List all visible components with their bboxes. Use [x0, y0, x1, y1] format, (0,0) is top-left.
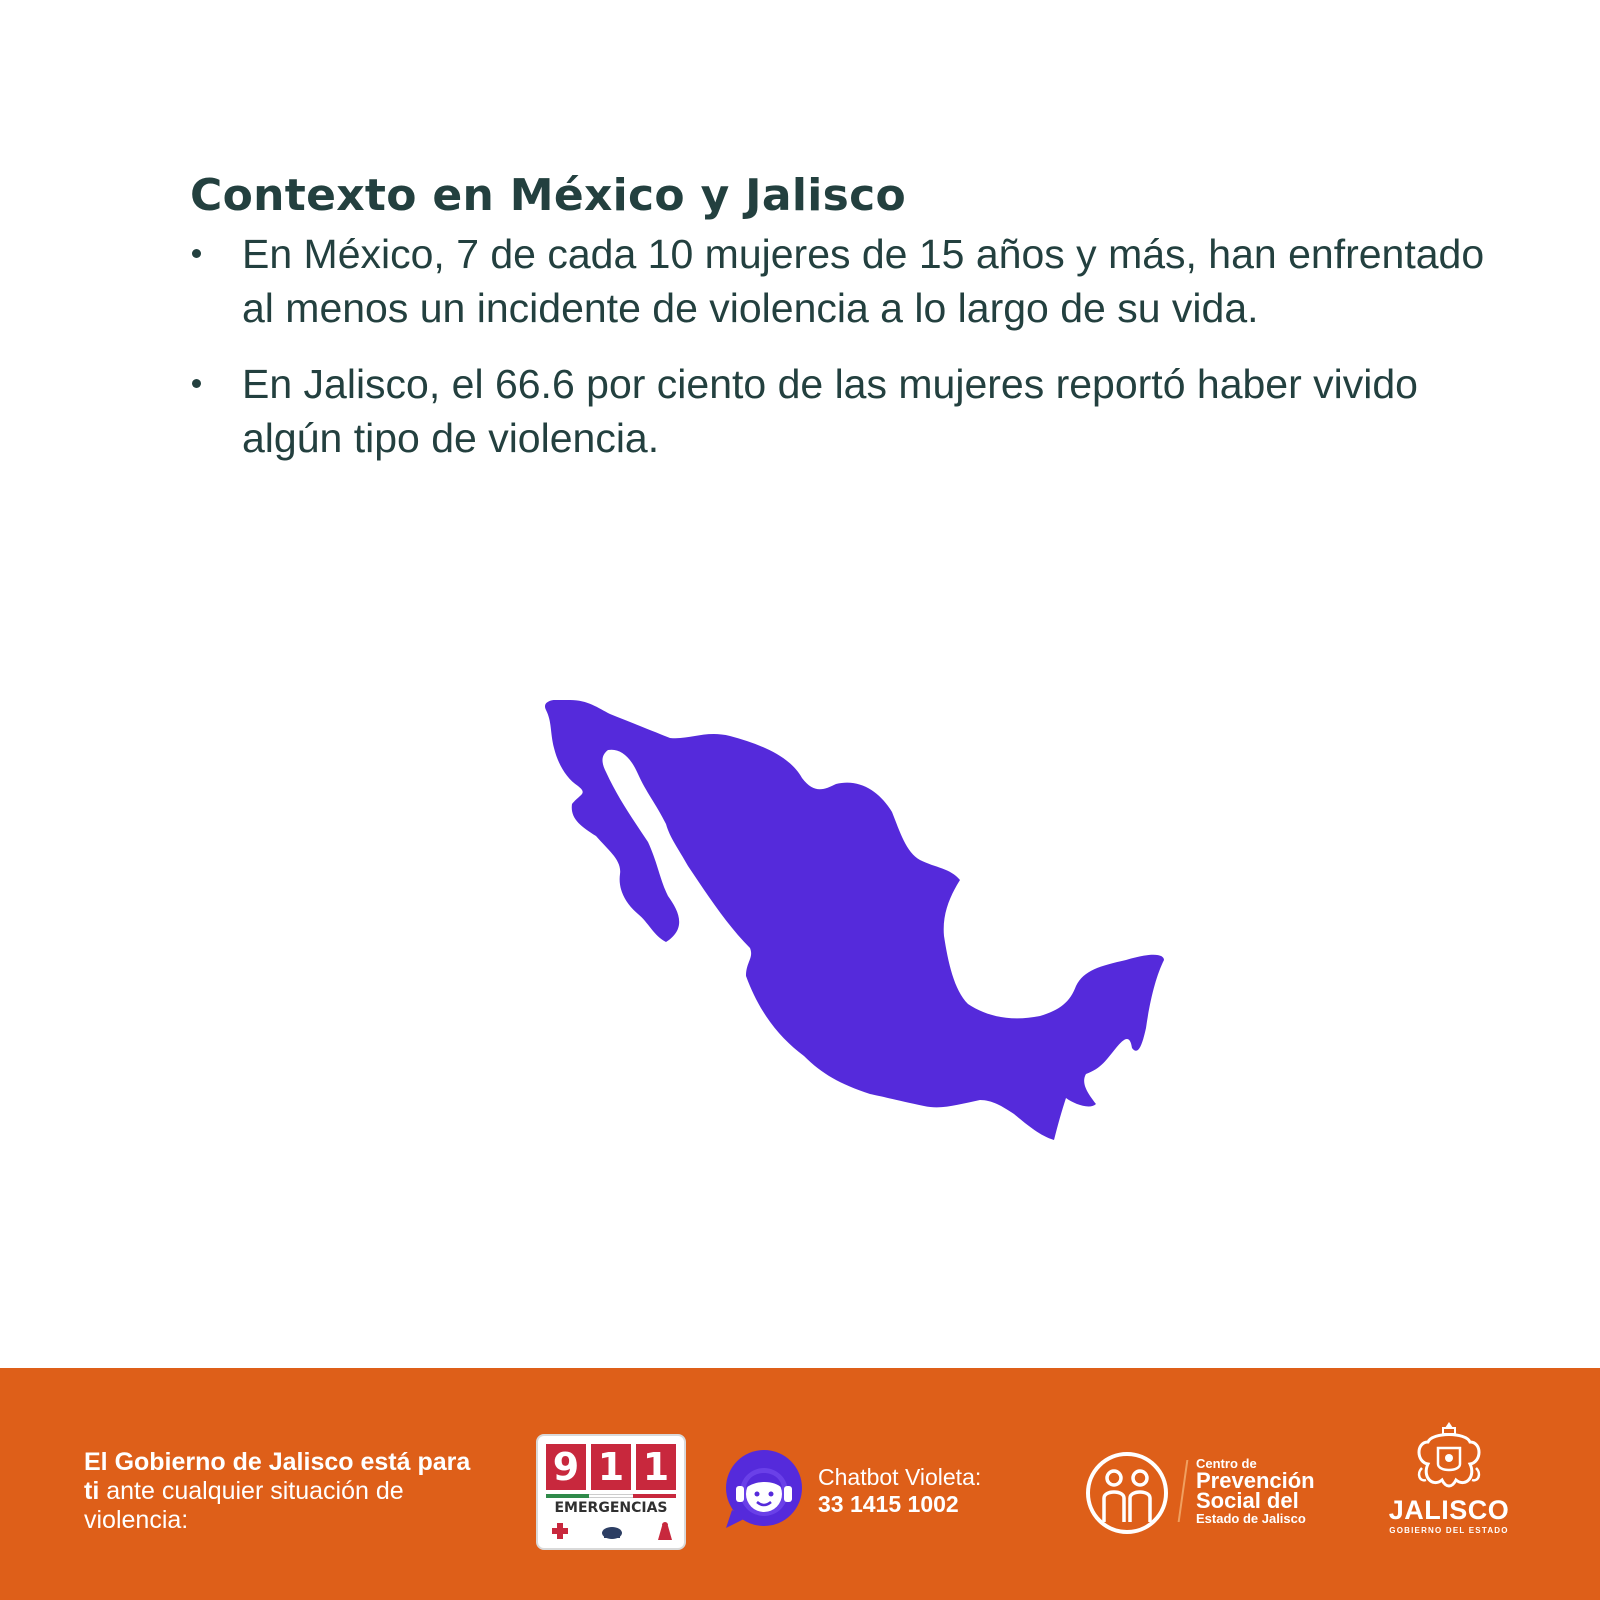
- list-item: [190, 357, 1510, 465]
- emergency-911-icon: [536, 1434, 686, 1550]
- jalisco-government-logo: [1384, 1418, 1514, 1548]
- chatbot-phone: 33 1415 1002: [818, 1491, 959, 1517]
- emergency-services-icons: [546, 1520, 676, 1544]
- mexico-map-icon: [540, 700, 1180, 1150]
- emergency-label: EMERGENCIAS: [554, 1500, 668, 1516]
- chatbot-info: [818, 1464, 981, 1518]
- footer-bar: [0, 1368, 1600, 1600]
- prevention-center-name: [1196, 1456, 1315, 1526]
- footer-message-bold: El Gobierno de Jalisco está para ti: [84, 1448, 471, 1505]
- fact-mexico-text: En México, 7 de cada 10 mujeres de 15 años y más, han enfrentado al menos un incidente de violencia a lo largo de su vida.: [242, 231, 1485, 331]
- logo-divider: [1178, 1460, 1189, 1522]
- bullet-dot: [192, 249, 201, 258]
- main-content: [190, 170, 1510, 487]
- prevention-line-1: Centro de: [1196, 1456, 1257, 1471]
- jalisco-name: JALISCO: [1388, 1495, 1510, 1525]
- chatbot-woman-icon: [722, 1448, 806, 1532]
- emergency-digit: 1: [591, 1444, 631, 1490]
- emergency-digits: [546, 1444, 676, 1490]
- page-title: Contexto en México y Jalisco: [190, 170, 907, 221]
- bullet-dot: [192, 379, 201, 388]
- facts-list: [190, 227, 1510, 465]
- list-item: [190, 227, 1510, 335]
- fact-jalisco-text: En Jalisco, el 66.6 por ciento de las mujeres reportó haber vivido algún tipo de violencia.: [242, 361, 1418, 461]
- jalisco-subtitle: GOBIERNO DEL ESTADO: [1389, 1526, 1509, 1535]
- footer-message: [84, 1448, 484, 1535]
- footer-message-rest: ante cualquier situación de violencia:: [84, 1477, 404, 1534]
- emergency-digit: 1: [636, 1444, 676, 1490]
- prevention-line-2: Prevención: [1196, 1468, 1315, 1493]
- chatbot-label: Chatbot Violeta:: [818, 1464, 982, 1490]
- emergency-digit: 9: [546, 1444, 586, 1490]
- jalisco-coat-of-arms-icon: [1412, 1418, 1486, 1496]
- flag-stripe: [546, 1494, 676, 1498]
- prevention-line-4: Estado de Jalisco: [1196, 1511, 1306, 1526]
- people-circle-icon: [1084, 1450, 1170, 1536]
- prevention-line-3: Social del: [1196, 1488, 1299, 1513]
